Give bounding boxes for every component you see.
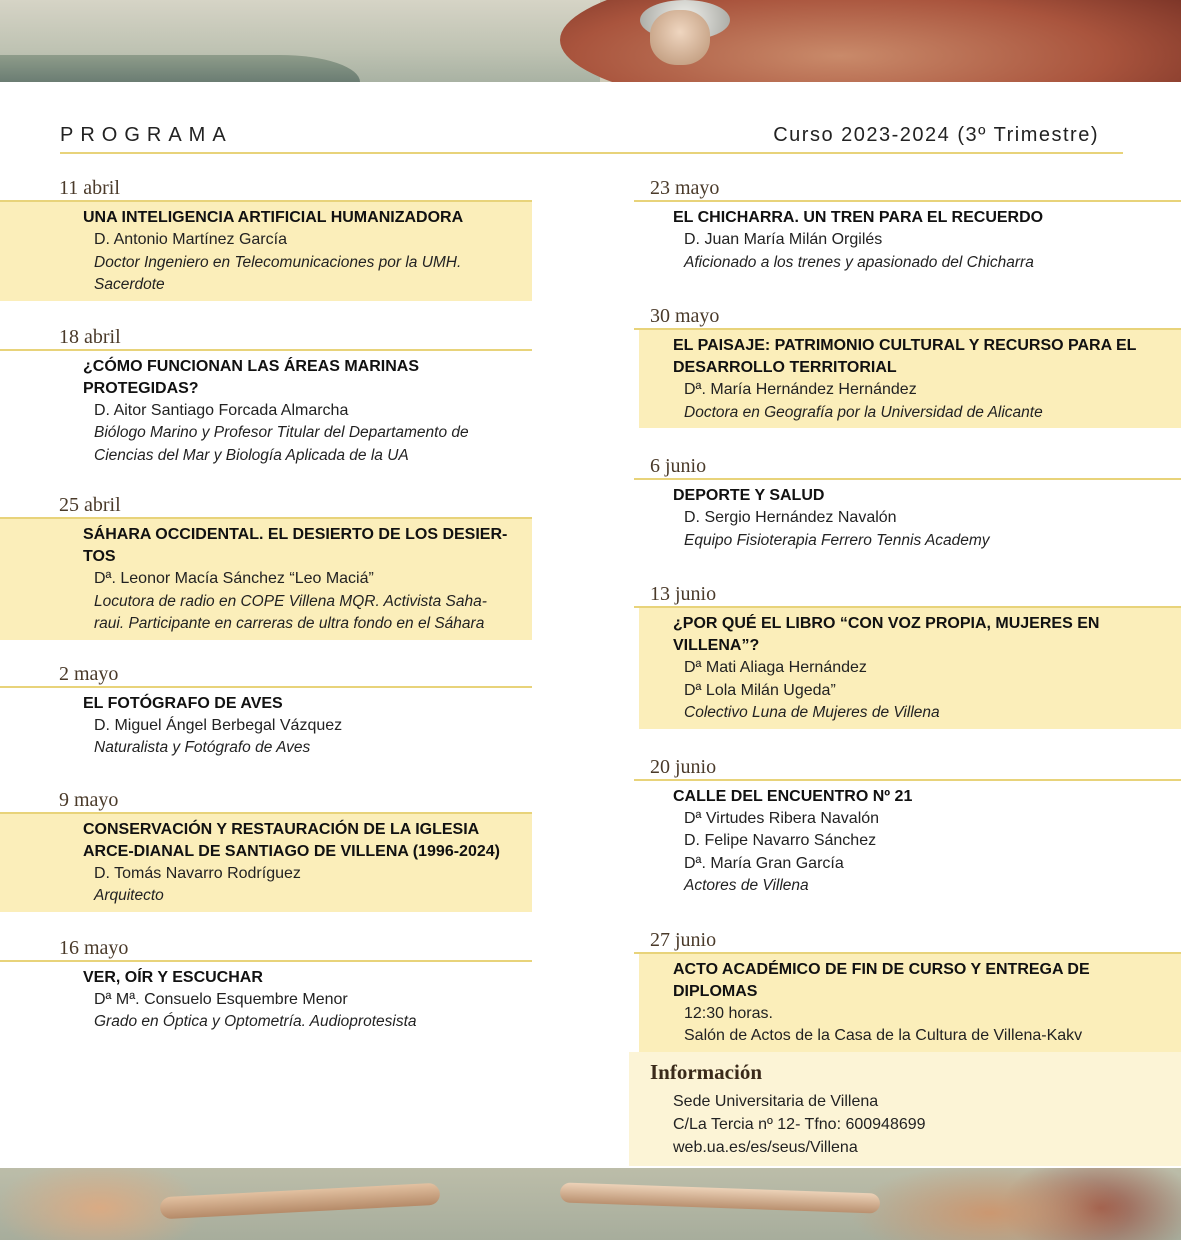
program-entry <box>0 662 532 764</box>
entry-body <box>639 608 1181 729</box>
speaker-name: 12:30 horas. <box>684 1004 773 1022</box>
speaker-name: Dª. María Hernández Hernández <box>684 381 917 398</box>
entry-body <box>0 202 532 301</box>
entry-title: EL FOTÓGRAFO DE AVES <box>83 694 283 712</box>
speaker-name: Dª Lola Milán Ugeda” <box>684 681 836 699</box>
speaker-name: D. Aitor Santiago Forcada Almarcha <box>94 401 349 419</box>
entry-title: DEPORTE Y SALUD <box>673 487 825 504</box>
entry-date: 16 mayo <box>0 936 532 962</box>
entry-title: CALLE DEL ENCUENTRO Nº 21 <box>673 787 913 805</box>
entry-title: CONSERVACIÓN Y RESTAURACIÓN DE LA IGLESIA ARCE-DIANAL DE SANTIAGO DE VILLENA (1996-2024) <box>83 820 500 860</box>
speaker-description: Locutora de radio en COPE Villena MQR. Activista Saha- <box>94 592 487 610</box>
entry-title: EL PAISAJE: PATRIMONIO CULTURAL Y RECURSO PARA EL DESARROLLO TERRITORIAL <box>673 337 1137 376</box>
speaker-description: Biólogo Marino y Profesor Titular del Departamento de <box>94 424 469 441</box>
entry-body <box>0 688 532 764</box>
info-line-address: C/La Tercia nº 12- Tfno: 600948699 <box>673 1116 926 1133</box>
entry-body <box>639 330 1181 428</box>
speaker-name: D. Antonio Martínez García <box>94 231 287 248</box>
speaker-description: Aficionado a los trenes y apasionado del Chicharra <box>684 253 1034 271</box>
program-entry <box>634 928 1181 1052</box>
speaker-name: D. Tomás Navarro Rodríguez <box>94 864 301 882</box>
speaker-name: D. Sergio Hernández Navalón <box>684 509 897 526</box>
entry-date: 25 abril <box>0 493 532 519</box>
speaker-name: Dª Mati Aliaga Hernández <box>684 659 867 676</box>
speaker-description: Grado en Óptica y Optometría. Audioprotesista <box>94 1013 417 1030</box>
right-column <box>634 176 1181 1052</box>
bottom-fresco-image <box>0 1168 1181 1240</box>
course-term: Curso 2023-2024 (3º Trimestre) <box>773 124 1099 146</box>
entry-title: VER, OÍR Y ESCUCHAR <box>83 968 263 986</box>
entry-date: 2 mayo <box>0 662 532 688</box>
entry-title: ¿POR QUÉ EL LIBRO “CON VOZ PROPIA, MUJERES EN VILLENA”? <box>673 615 1100 654</box>
entry-title: ¿CÓMO FUNCIONAN LAS ÁREAS MARINAS PROTEGIDAS? <box>83 357 419 397</box>
speaker-name: Dª. Leonor Macía Sánchez “Leo Maciá” <box>94 570 374 587</box>
top-fresco-image <box>0 0 1181 82</box>
info-line-web[interactable]: web.ua.es/es/seus/Villena <box>673 1139 858 1156</box>
info-box <box>629 1052 1181 1166</box>
entry-title: EL CHICHARRA. UN TREN PARA EL RECUERDO <box>673 209 1044 226</box>
entry-date: 13 junio <box>634 582 1181 608</box>
speaker-description: raui. Participante en carreras de ultra fondo en el Sáhara <box>94 615 485 632</box>
entry-date: 30 mayo <box>634 304 1181 330</box>
entry-date: 20 junio <box>634 755 1181 781</box>
entry-body <box>634 202 1181 278</box>
speaker-description: Naturalista y Fotógrafo de Aves <box>94 739 311 756</box>
program-entry <box>634 176 1181 278</box>
entry-date: 27 junio <box>634 928 1181 954</box>
entry-title: UNA INTELIGENCIA ARTIFICIAL HUMANIZADORA <box>83 209 464 226</box>
entry-date: 23 mayo <box>634 176 1181 202</box>
entry-body <box>0 351 532 472</box>
program-entry <box>634 755 1181 902</box>
info-heading: Información <box>650 1060 762 1084</box>
speaker-description: Doctora en Geografía por la Universidad de Alicante <box>684 403 1043 421</box>
program-title: PROGRAMA <box>60 124 233 146</box>
program-entry <box>634 454 1181 556</box>
program-entry <box>0 936 532 1038</box>
info-line-venue: Sede Universitaria de Villena <box>673 1093 879 1110</box>
left-column <box>0 176 532 1038</box>
entry-body <box>0 519 532 640</box>
speaker-description: Ciencias del Mar y Biología Aplicada de la UA <box>94 446 409 464</box>
entry-title: ACTO ACADÉMICO DE FIN DE CURSO Y ENTREGA DE DIPLOMAS <box>673 960 1090 1000</box>
speaker-name: Salón de Actos de la Casa de la Cultura de Villena-Kakv <box>684 1027 1083 1044</box>
speaker-description: Doctor Ingeniero en Telecomunicaciones por la UMH. <box>94 253 462 271</box>
entry-body <box>639 954 1181 1052</box>
program-entry <box>634 582 1181 729</box>
speaker-name: Dª Mª. Consuelo Esquembre Menor <box>94 990 348 1008</box>
entry-date: 6 junio <box>634 454 1181 480</box>
program-entry <box>0 176 532 301</box>
speaker-name: Dª. María Gran García <box>684 854 844 872</box>
speaker-description: Colectivo Luna de Mujeres de Villena <box>684 704 940 721</box>
program-entry <box>0 325 532 472</box>
entry-title: SÁHARA OCCIDENTAL. EL DESIERTO DE LOS DESIER-TOS <box>83 526 508 565</box>
entry-body <box>634 480 1181 556</box>
speaker-name: Dª Virtudes Ribera Navalón <box>684 809 880 827</box>
speaker-description: Sacerdote <box>94 276 165 293</box>
speaker-description: Arquitecto <box>94 887 164 904</box>
entry-date: 18 abril <box>0 325 532 351</box>
speaker-name: D. Juan María Milán Orgilés <box>684 231 883 248</box>
program-entry <box>0 788 532 912</box>
entry-body <box>634 781 1181 902</box>
program-entry <box>0 493 532 640</box>
program-header <box>60 124 1123 154</box>
speaker-name: D. Miguel Ángel Berbegal Vázquez <box>94 716 343 734</box>
speaker-description: Equipo Fisioterapia Ferrero Tennis Academy <box>684 531 990 549</box>
entry-date: 11 abril <box>0 176 532 202</box>
program-entry <box>634 304 1181 428</box>
entry-date: 9 mayo <box>0 788 532 814</box>
entry-body <box>0 962 532 1038</box>
entry-body <box>0 814 532 912</box>
speaker-name: D. Felipe Navarro Sánchez <box>684 832 877 849</box>
speaker-description: Actores de Villena <box>684 877 809 894</box>
